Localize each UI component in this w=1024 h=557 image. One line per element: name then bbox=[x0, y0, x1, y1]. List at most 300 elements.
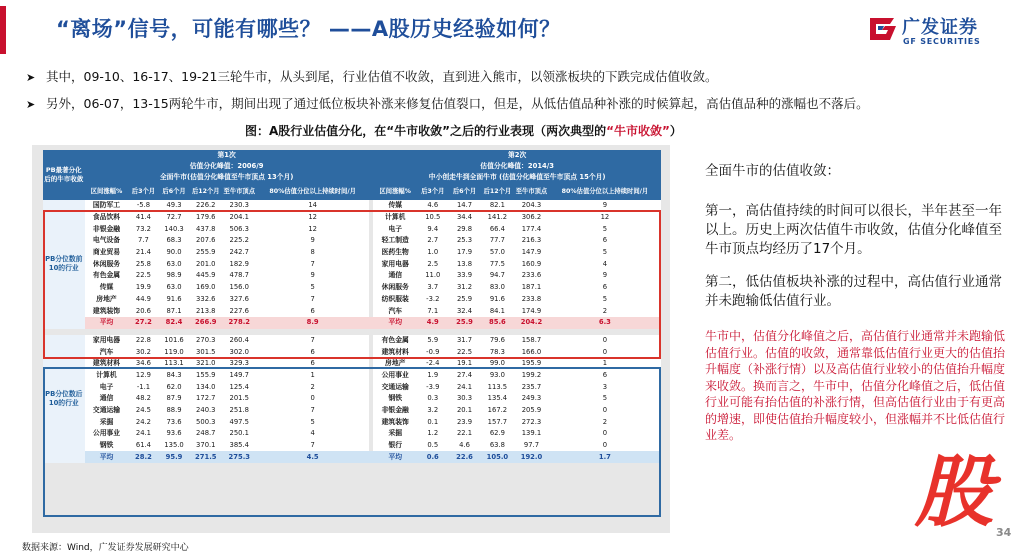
caption-text-end: ） bbox=[669, 124, 682, 138]
value-cell: 321.0 bbox=[190, 358, 222, 370]
value-cell: 227.6 bbox=[222, 305, 257, 317]
value-cell: 93.0 bbox=[481, 370, 514, 382]
commentary-point-1: 第一，高估值持续的时间可以很长，半年甚至一年以上。历史上两次估值牛市收敛，估值分化峰值至牛市顶点均经历了17个月。 bbox=[705, 203, 1002, 257]
bullet-point bbox=[26, 94, 869, 112]
industry-cell: 交通运输 bbox=[85, 405, 129, 417]
value-cell: 44.9 bbox=[128, 294, 158, 306]
table-row bbox=[43, 294, 661, 306]
value-cell: 204.1 bbox=[222, 212, 257, 224]
value-cell: 25.3 bbox=[448, 235, 480, 247]
value-cell: 27.4 bbox=[448, 370, 480, 382]
average-cell: 平均 bbox=[373, 451, 417, 463]
page-title: “离场”信号，可能有哪些？ ——A股历史经验如何？ bbox=[56, 17, 561, 41]
table-row bbox=[43, 370, 661, 382]
value-cell: 97.7 bbox=[514, 440, 549, 452]
industry-cell: 非银金融 bbox=[373, 405, 417, 417]
value-cell: 149.7 bbox=[222, 370, 257, 382]
table-row bbox=[43, 440, 661, 452]
average-cell: 27.2 bbox=[128, 317, 158, 329]
industry-cell: 食品饮料 bbox=[85, 212, 129, 224]
arrow-bullet-icon: ➤ bbox=[26, 71, 36, 84]
value-cell: 158.7 bbox=[514, 335, 549, 347]
industry-cell: 通信 bbox=[373, 270, 417, 282]
value-cell: 48.2 bbox=[128, 393, 158, 405]
table-row bbox=[43, 393, 661, 405]
value-cell: 205.9 bbox=[514, 405, 549, 417]
value-cell: 24.1 bbox=[448, 381, 480, 393]
value-cell: 0.3 bbox=[417, 393, 448, 405]
value-cell: 22.5 bbox=[128, 270, 158, 282]
logo-chinese-name: 广发证券 bbox=[902, 17, 978, 38]
average-cell: 0.6 bbox=[417, 451, 448, 463]
table-row bbox=[43, 346, 661, 358]
industry-cell: 传媒 bbox=[85, 282, 129, 294]
column-header: 后6个月 bbox=[448, 183, 480, 200]
value-cell: 242.7 bbox=[222, 247, 257, 259]
watermark-character: 股 bbox=[915, 447, 994, 538]
table-row bbox=[43, 282, 661, 294]
industry-cell: 采掘 bbox=[85, 416, 129, 428]
table-row bbox=[43, 223, 661, 235]
value-cell: 172.7 bbox=[190, 393, 222, 405]
value-cell: 82.1 bbox=[481, 200, 514, 212]
industry-cell: 医药生物 bbox=[373, 247, 417, 259]
industry-cell: 汽车 bbox=[373, 305, 417, 317]
value-cell: 0.5 bbox=[417, 440, 448, 452]
value-cell: 445.9 bbox=[190, 270, 222, 282]
value-cell: 5.9 bbox=[417, 335, 448, 347]
period-1-label: 第1次 bbox=[85, 150, 369, 161]
value-cell: 0 bbox=[549, 405, 661, 417]
value-cell: 7 bbox=[257, 294, 369, 306]
value-cell: 135.0 bbox=[158, 440, 189, 452]
value-cell: 169.0 bbox=[190, 282, 222, 294]
value-cell: 370.1 bbox=[190, 440, 222, 452]
value-cell: 19.9 bbox=[128, 282, 158, 294]
page-number: 34 bbox=[996, 526, 1012, 539]
value-cell: 506.3 bbox=[222, 223, 257, 235]
value-cell: 25.9 bbox=[448, 294, 480, 306]
value-cell: 385.4 bbox=[222, 440, 257, 452]
value-cell: 213.8 bbox=[190, 305, 222, 317]
value-cell: 88.9 bbox=[158, 405, 189, 417]
value-cell: 1.0 bbox=[417, 247, 448, 259]
value-cell: 31.2 bbox=[448, 282, 480, 294]
column-header: 后12个月 bbox=[190, 183, 222, 200]
average-cell: 22.6 bbox=[448, 451, 480, 463]
value-cell: 500.3 bbox=[190, 416, 222, 428]
value-cell: 84.3 bbox=[158, 370, 189, 382]
value-cell: 0 bbox=[549, 428, 661, 440]
value-cell: 497.5 bbox=[222, 416, 257, 428]
value-cell: -0.9 bbox=[417, 346, 448, 358]
value-cell: 19.1 bbox=[448, 358, 480, 370]
value-cell: 437.8 bbox=[190, 223, 222, 235]
value-cell: 68.3 bbox=[158, 235, 189, 247]
column-header: 至牛市顶点 bbox=[514, 183, 549, 200]
industry-cell: 建筑装饰 bbox=[373, 416, 417, 428]
value-cell: 1 bbox=[549, 358, 661, 370]
value-cell: 4.6 bbox=[448, 440, 480, 452]
column-header: 80%估值分位以上持续时间/月 bbox=[257, 183, 369, 200]
value-cell: 24.5 bbox=[128, 405, 158, 417]
value-cell: 77.5 bbox=[481, 258, 514, 270]
value-cell: 79.6 bbox=[481, 335, 514, 347]
column-header: 后3个月 bbox=[417, 183, 448, 200]
value-cell: 1 bbox=[257, 370, 369, 382]
value-cell: 98.9 bbox=[158, 270, 189, 282]
value-cell: 9 bbox=[549, 200, 661, 212]
value-cell: 3.2 bbox=[417, 405, 448, 417]
value-cell: 62.9 bbox=[481, 428, 514, 440]
value-cell: 166.0 bbox=[514, 346, 549, 358]
value-cell: -3.2 bbox=[417, 294, 448, 306]
industry-cell: 通信 bbox=[85, 393, 129, 405]
value-cell: 7 bbox=[257, 405, 369, 417]
value-cell: 22.8 bbox=[128, 335, 158, 347]
value-cell: 2.5 bbox=[417, 258, 448, 270]
value-cell: 7.1 bbox=[417, 305, 448, 317]
period-2-subtitle: 中小创走牛到全面牛市 (估值分化峰值至牛市顶点 15个月) bbox=[373, 172, 661, 183]
value-cell: 10.5 bbox=[417, 212, 448, 224]
column-header: 80%估值分位以上持续时间/月 bbox=[549, 183, 661, 200]
industry-cell: 有色金属 bbox=[373, 335, 417, 347]
bullet-text: 其中，09-10、16-17、19-21三轮牛市，从头到尾，行业估值不收敛，直到进入熊市，以领涨板块的下跌完成估值收敛。 bbox=[46, 69, 718, 84]
value-cell: 0.1 bbox=[417, 416, 448, 428]
value-cell: 5 bbox=[549, 223, 661, 235]
value-cell: 207.6 bbox=[190, 235, 222, 247]
table-row bbox=[43, 335, 661, 347]
value-cell: 2 bbox=[257, 381, 369, 393]
value-cell: 251.8 bbox=[222, 405, 257, 417]
value-cell: 14.7 bbox=[448, 200, 480, 212]
value-cell: 34.6 bbox=[128, 358, 158, 370]
value-cell: 113.1 bbox=[158, 358, 189, 370]
industry-cell: 钢铁 bbox=[373, 393, 417, 405]
industry-cell: 电子 bbox=[85, 381, 129, 393]
value-cell: 30.3 bbox=[448, 393, 480, 405]
value-cell: 6 bbox=[549, 235, 661, 247]
table-row bbox=[43, 416, 661, 428]
value-cell: 4 bbox=[257, 428, 369, 440]
row-group-label: PB分位数前10的行业 bbox=[43, 200, 85, 329]
value-cell: 12 bbox=[257, 212, 369, 224]
value-cell: 41.4 bbox=[128, 212, 158, 224]
industry-cell: 纺织服装 bbox=[373, 294, 417, 306]
value-cell: 2 bbox=[549, 305, 661, 317]
value-cell: 62.0 bbox=[158, 381, 189, 393]
value-cell: 94.7 bbox=[481, 270, 514, 282]
average-cell: 82.4 bbox=[158, 317, 189, 329]
value-cell: 201.0 bbox=[190, 258, 222, 270]
value-cell: 139.1 bbox=[514, 428, 549, 440]
value-cell: 5 bbox=[257, 282, 369, 294]
industry-cell: 钢铁 bbox=[85, 440, 129, 452]
column-header: 区间涨幅% bbox=[85, 183, 129, 200]
table-row bbox=[43, 270, 661, 282]
industry-cell: 汽车 bbox=[85, 346, 129, 358]
average-cell: 4.5 bbox=[257, 451, 369, 463]
value-cell: 329.3 bbox=[222, 358, 257, 370]
value-cell: 7 bbox=[257, 258, 369, 270]
average-row bbox=[43, 451, 661, 463]
value-cell: 87.1 bbox=[158, 305, 189, 317]
value-cell: 99.0 bbox=[481, 358, 514, 370]
value-cell: 199.2 bbox=[514, 370, 549, 382]
column-header: 后12个月 bbox=[481, 183, 514, 200]
value-cell: 0 bbox=[549, 346, 661, 358]
value-cell: 90.0 bbox=[158, 247, 189, 259]
industry-cell: 传媒 bbox=[373, 200, 417, 212]
value-cell: 216.3 bbox=[514, 235, 549, 247]
value-cell: 174.9 bbox=[514, 305, 549, 317]
value-cell: 235.7 bbox=[514, 381, 549, 393]
value-cell: 31.7 bbox=[448, 335, 480, 347]
industry-cell: 计算机 bbox=[373, 212, 417, 224]
period-1-subtitle: 全面牛市(估值分化峰值至牛市顶点 13个月) bbox=[85, 172, 369, 183]
column-header: 至牛市顶点 bbox=[222, 183, 257, 200]
value-cell: 177.4 bbox=[514, 223, 549, 235]
industry-cell: 家用电器 bbox=[373, 258, 417, 270]
arrow-bullet-icon: ➤ bbox=[26, 98, 36, 111]
value-cell: 147.9 bbox=[514, 247, 549, 259]
value-cell: 91.6 bbox=[481, 294, 514, 306]
value-cell: 17.9 bbox=[448, 247, 480, 259]
accent-bar bbox=[0, 6, 6, 54]
average-cell: 204.2 bbox=[514, 317, 549, 329]
value-cell: 6 bbox=[549, 282, 661, 294]
industry-cell: 非银金融 bbox=[85, 223, 129, 235]
value-cell: 306.2 bbox=[514, 212, 549, 224]
value-cell: 119.0 bbox=[158, 346, 189, 358]
value-cell: 6 bbox=[257, 305, 369, 317]
value-cell: -5.8 bbox=[128, 200, 158, 212]
value-cell: 11.0 bbox=[417, 270, 448, 282]
value-cell: 22.5 bbox=[448, 346, 480, 358]
value-cell: 113.5 bbox=[481, 381, 514, 393]
value-cell: 182.9 bbox=[222, 258, 257, 270]
value-cell: 63.0 bbox=[158, 282, 189, 294]
table-row bbox=[43, 428, 661, 440]
value-cell: 7 bbox=[257, 335, 369, 347]
value-cell: 201.5 bbox=[222, 393, 257, 405]
figure-caption bbox=[245, 122, 682, 139]
value-cell: 233.8 bbox=[514, 294, 549, 306]
column-header: 后6个月 bbox=[158, 183, 189, 200]
value-cell: 233.6 bbox=[514, 270, 549, 282]
average-cell: 85.6 bbox=[481, 317, 514, 329]
value-cell: 270.3 bbox=[190, 335, 222, 347]
table-row bbox=[43, 381, 661, 393]
value-cell: 5 bbox=[257, 416, 369, 428]
value-cell: 0 bbox=[549, 335, 661, 347]
industry-cell: 国防军工 bbox=[85, 200, 129, 212]
table-row bbox=[43, 247, 661, 259]
column-header: 区间涨幅% bbox=[373, 183, 417, 200]
average-cell: 平均 bbox=[85, 451, 129, 463]
value-cell: 249.3 bbox=[514, 393, 549, 405]
value-cell: 2 bbox=[549, 416, 661, 428]
value-cell: 20.1 bbox=[448, 405, 480, 417]
value-cell: 155.9 bbox=[190, 370, 222, 382]
row-group-label: PB分位数后10的行业 bbox=[43, 335, 85, 464]
table-row bbox=[43, 358, 661, 370]
value-cell: 29.8 bbox=[448, 223, 480, 235]
value-cell: 135.4 bbox=[481, 393, 514, 405]
bullet-text: 另外，06-07，13-15两轮牛市，期间出现了通过低位板块补涨来修复估值裂口，但是，从低估值品种补涨的时候算起，高估值品种的涨幅也不落后。 bbox=[46, 96, 869, 111]
value-cell: 2.7 bbox=[417, 235, 448, 247]
industry-cell: 交通运输 bbox=[373, 381, 417, 393]
value-cell: 160.9 bbox=[514, 258, 549, 270]
industry-cell: 轻工制造 bbox=[373, 235, 417, 247]
average-cell: 105.0 bbox=[481, 451, 514, 463]
average-cell: 平均 bbox=[85, 317, 129, 329]
average-cell: 95.9 bbox=[158, 451, 189, 463]
value-cell: 5 bbox=[549, 247, 661, 259]
industry-cell: 房地产 bbox=[373, 358, 417, 370]
value-cell: 167.2 bbox=[481, 405, 514, 417]
value-cell: 66.4 bbox=[481, 223, 514, 235]
value-cell: 25.8 bbox=[128, 258, 158, 270]
industry-cell: 采掘 bbox=[373, 428, 417, 440]
industry-cell: 电气设备 bbox=[85, 235, 129, 247]
table-row bbox=[43, 405, 661, 417]
industry-cell: 有色金属 bbox=[85, 270, 129, 282]
average-cell: 28.2 bbox=[128, 451, 158, 463]
period-2-peak: 估值分化峰值：2014/3 bbox=[373, 161, 661, 172]
value-cell: 23.9 bbox=[448, 416, 480, 428]
value-cell: 3 bbox=[549, 381, 661, 393]
value-cell: 73.2 bbox=[128, 223, 158, 235]
average-cell: 平均 bbox=[373, 317, 417, 329]
commentary-highlight: 牛市中，估值分化峰值之后，高估值行业通常并未跑输低估值行业。估值的收敛，通常靠低估值行业更大的估值抬升幅度（补涨行情）以及高估值行业较小的估值抬升幅度来收敛。换而言之，牛市中，估值分化峰值之后，低估值行业可能有抬估值的补涨行情，但高估值行业由于有更高的增速，即使估值抬升幅度较小，但涨幅并不比低估值行业差。 bbox=[705, 329, 1006, 442]
value-cell: 83.0 bbox=[481, 282, 514, 294]
value-cell: 24.2 bbox=[128, 416, 158, 428]
value-cell: 30.2 bbox=[128, 346, 158, 358]
value-cell: 13.8 bbox=[448, 258, 480, 270]
value-cell: 49.3 bbox=[158, 200, 189, 212]
table-row bbox=[43, 200, 661, 212]
value-cell: 77.7 bbox=[481, 235, 514, 247]
value-cell: 1.2 bbox=[417, 428, 448, 440]
average-cell: 8.9 bbox=[257, 317, 369, 329]
value-cell: 61.4 bbox=[128, 440, 158, 452]
value-cell: 195.9 bbox=[514, 358, 549, 370]
value-cell: 4.6 bbox=[417, 200, 448, 212]
value-cell: 63.8 bbox=[481, 440, 514, 452]
value-cell: 187.1 bbox=[514, 282, 549, 294]
value-cell: -2.4 bbox=[417, 358, 448, 370]
value-cell: 141.2 bbox=[481, 212, 514, 224]
value-cell: 225.2 bbox=[222, 235, 257, 247]
value-cell: 226.2 bbox=[190, 200, 222, 212]
period-1-peak: 估值分化峰值：2006/9 bbox=[85, 161, 369, 172]
logo-english-name: GF SECURITIES bbox=[903, 37, 981, 46]
caption-text: 图：A股行业估值分化，在“牛市收敛”之后的行业表现（两次典型的 bbox=[245, 124, 607, 138]
value-cell: 91.6 bbox=[158, 294, 189, 306]
value-cell: 9.4 bbox=[417, 223, 448, 235]
table-row bbox=[43, 305, 661, 317]
table-row bbox=[43, 235, 661, 247]
value-cell: 93.6 bbox=[158, 428, 189, 440]
average-cell: 271.5 bbox=[190, 451, 222, 463]
value-cell: 179.6 bbox=[190, 212, 222, 224]
gf-logo-icon bbox=[866, 12, 900, 46]
value-cell: 72.7 bbox=[158, 212, 189, 224]
value-cell: 9 bbox=[257, 235, 369, 247]
value-cell: 260.4 bbox=[222, 335, 257, 347]
value-cell: 3.7 bbox=[417, 282, 448, 294]
value-cell: 478.7 bbox=[222, 270, 257, 282]
value-cell: 78.3 bbox=[481, 346, 514, 358]
value-cell: 12 bbox=[257, 223, 369, 235]
value-cell: 9 bbox=[549, 270, 661, 282]
value-cell: 63.0 bbox=[158, 258, 189, 270]
value-cell: 240.3 bbox=[190, 405, 222, 417]
value-cell: 230.3 bbox=[222, 200, 257, 212]
average-cell: 25.9 bbox=[448, 317, 480, 329]
value-cell: 134.0 bbox=[190, 381, 222, 393]
value-cell: 73.6 bbox=[158, 416, 189, 428]
value-cell: 5 bbox=[549, 294, 661, 306]
value-cell: 301.5 bbox=[190, 346, 222, 358]
commentary-heading: 全面牛市的估值收敛： bbox=[705, 163, 840, 179]
average-cell: 4.9 bbox=[417, 317, 448, 329]
value-cell: 34.4 bbox=[448, 212, 480, 224]
value-cell: 125.4 bbox=[222, 381, 257, 393]
average-row bbox=[43, 317, 661, 329]
value-cell: 12 bbox=[549, 212, 661, 224]
average-cell: 192.0 bbox=[514, 451, 549, 463]
value-cell: 0 bbox=[549, 440, 661, 452]
value-cell: 21.4 bbox=[128, 247, 158, 259]
industry-cell: 公用事业 bbox=[373, 370, 417, 382]
value-cell: 9 bbox=[257, 270, 369, 282]
industry-cell: 建筑材料 bbox=[373, 346, 417, 358]
industry-cell: 休闲服务 bbox=[373, 282, 417, 294]
bullet-point bbox=[26, 67, 717, 85]
average-cell: 278.2 bbox=[222, 317, 257, 329]
value-cell: 302.0 bbox=[222, 346, 257, 358]
data-source-note: 数据来源：Wind，广发证券发展研究中心 bbox=[22, 543, 189, 553]
industry-cell: 公用事业 bbox=[85, 428, 129, 440]
value-cell: 84.1 bbox=[481, 305, 514, 317]
value-cell: 22.1 bbox=[448, 428, 480, 440]
value-cell: 7.7 bbox=[128, 235, 158, 247]
industry-cell: 商业贸易 bbox=[85, 247, 129, 259]
value-cell: 6 bbox=[257, 358, 369, 370]
average-cell: 266.9 bbox=[190, 317, 222, 329]
value-cell: 204.3 bbox=[514, 200, 549, 212]
value-cell: -1.1 bbox=[128, 381, 158, 393]
value-cell: 6 bbox=[257, 346, 369, 358]
value-cell: 24.1 bbox=[128, 428, 158, 440]
industry-cell: 建筑装饰 bbox=[85, 305, 129, 317]
value-cell: 14 bbox=[257, 200, 369, 212]
value-cell: 20.6 bbox=[128, 305, 158, 317]
value-cell: 1.9 bbox=[417, 370, 448, 382]
commentary-point-2: 第二，低估值板块补涨的过程中，高估值行业通常并未跑输低估值行业。 bbox=[705, 274, 1002, 309]
value-cell: 255.9 bbox=[190, 247, 222, 259]
valuation-table bbox=[43, 150, 661, 463]
value-cell: 87.9 bbox=[158, 393, 189, 405]
average-cell: 6.3 bbox=[549, 317, 661, 329]
column-header: 后3个月 bbox=[128, 183, 158, 200]
value-cell: 5 bbox=[549, 393, 661, 405]
value-cell: 8 bbox=[257, 247, 369, 259]
value-cell: 101.6 bbox=[158, 335, 189, 347]
value-cell: 57.0 bbox=[481, 247, 514, 259]
